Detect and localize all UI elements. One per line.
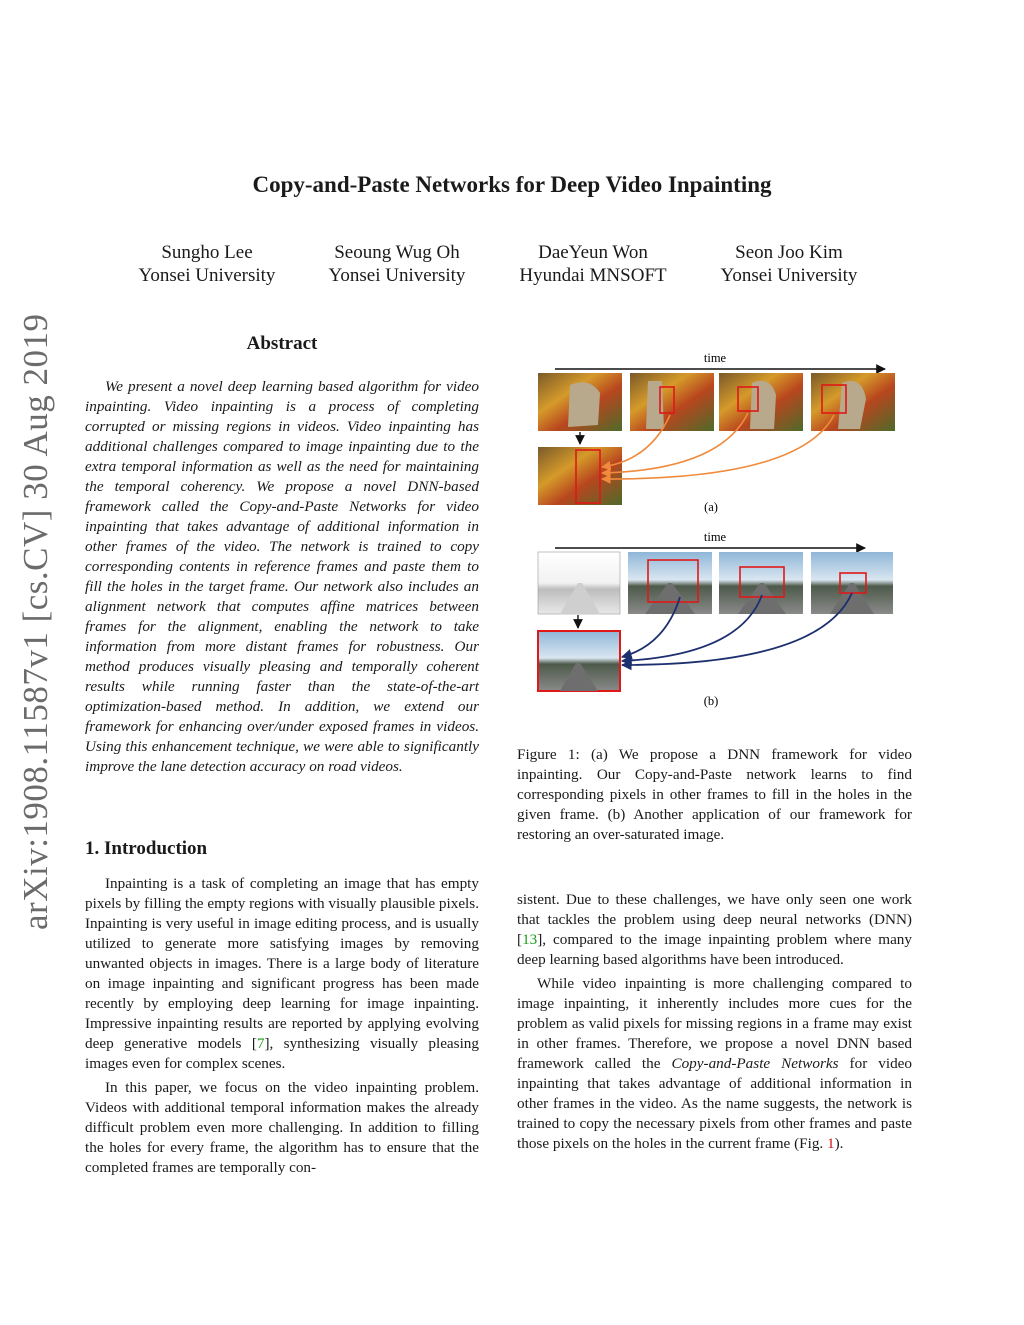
intro-paragraph-2: In this paper, we focus on the video inpainting problem. Videos with additional temporal information makes the already difficult problem even more challenging. In addition to filling the holes for every frame, the algorithm has to ensure that the completed frames are temporally con- [85,1079,479,1176]
arxiv-identifier: arXiv:1908.11587v1 [cs.CV] 30 Aug 2019 [16,313,55,930]
paper-title: Copy-and-Paste Networks for Deep Video Inpainting [252,172,772,197]
author-affiliation: Hyundai MNSOFT [519,265,667,286]
right-paragraph-1: sistent. Due to these challenges, we have only seen one work that tackles the problem using deep neural networks (DNN) [13], compared to the image inpainting problem where many deep learning based algorithms have been introduced. [517,891,912,968]
target-frame-a [538,447,622,505]
frame-image [630,373,714,431]
citation-link[interactable]: 7 [256,1035,265,1052]
author-name: Sungho Lee [161,242,253,263]
introduction-heading: 1. Introduction [85,838,208,859]
hole-mask [750,381,776,429]
author-affiliation: Yonsei University [328,265,466,286]
frames-row-a [538,373,895,431]
abstract-body [85,377,479,781]
figure-reference-link[interactable]: 1 [827,1135,835,1152]
author-name: DaeYeun Won [538,242,648,263]
abstract-text: We present a novel deep learning based algorithm for video inpainting. Video inpainting is a process of completing corrupted or missing regions in videos. Video inpainting has additional challenges compared to image inpainting due to the extra temporal information as well as the need for maintaining the temporal coherency. We propose a novel DNN-based framework called the Copy-and-Paste Networks for video inpainting that takes advantage of additional information in other frames of the video. The network is trained to copy corresponding contents in reference frames and paste them to fill the holes in the target frame. Our network also includes an alignment network that computes affine matrices between frames for the alignment, enabling the network to take information from more distant frames for robustness. Our method produces visually pleasing and temporally coherent results while running faster than the state-of-the-art optimization-based method. In addition, we extend our framework for enhancing over/under exposed frames in videos. Using this enhancement technique, we were able to significantly improve the lane detection accuracy on road videos. [85,378,479,775]
time-label-a: time [703,351,727,365]
time-label-b: time [703,530,727,544]
right-paragraph-2: While video inpainting is more challenging compared to image inpainting, it inherently includes more cues for the problem as valid pixels for missing regions in a frame may exist in other frames. Therefore, we propose a novel DNN based framework called the Copy-and-Paste Networks for video inpainting that takes advantage of additional information in other frames in the video. As the name suggests, the network is trained to copy the necessary pixels from other frames and paste those pixels on the holes in the current frame (Fig. 1). [517,975,912,1152]
figure-caption: Figure 1: (a) We propose a DNN framework for video inpainting. Our Copy-and-Paste network learns to find corresponding pixels in other frames to fill in the holes in the given frame. (b) Another application of our framework for restoring an over-saturated image. [517,746,912,843]
author-name: Seon Joo Kim [735,242,843,263]
right-column-body [517,890,912,1158]
hole-mask [568,382,600,427]
author-4 [679,241,899,287]
author-affiliation: Yonsei University [138,265,276,286]
figure-1 [530,345,910,715]
label-a: (a) [704,500,718,514]
intro-paragraph-1: Inpainting is a task of completing an image that has empty pixels by filling the empty regions with visually plausible pixels. Inpainting is very useful in image editing process, and is usually utilized to generate more satisfying images by removing unwanted objects in images. There is a large body of literature on image inpainting and significant progress has been made recently by employing deep learning for image inpainting. Impressive inpainting results are reported by applying evolving deep generative models [7], synthesizing visually pleasing images even for complex scenes. [85,875,479,1072]
hole-mask [646,381,664,429]
introduction-body [85,874,479,1182]
author-2 [287,241,507,287]
abstract-heading: Abstract [246,333,318,354]
frames-row-b [538,552,893,614]
label-b: (b) [703,694,719,708]
author-3 [483,241,703,287]
author-name: Seoung Wug Oh [334,242,460,263]
author-affiliation: Yonsei University [720,265,858,286]
citation-link[interactable]: 13 [522,931,538,948]
author-1 [97,241,317,287]
